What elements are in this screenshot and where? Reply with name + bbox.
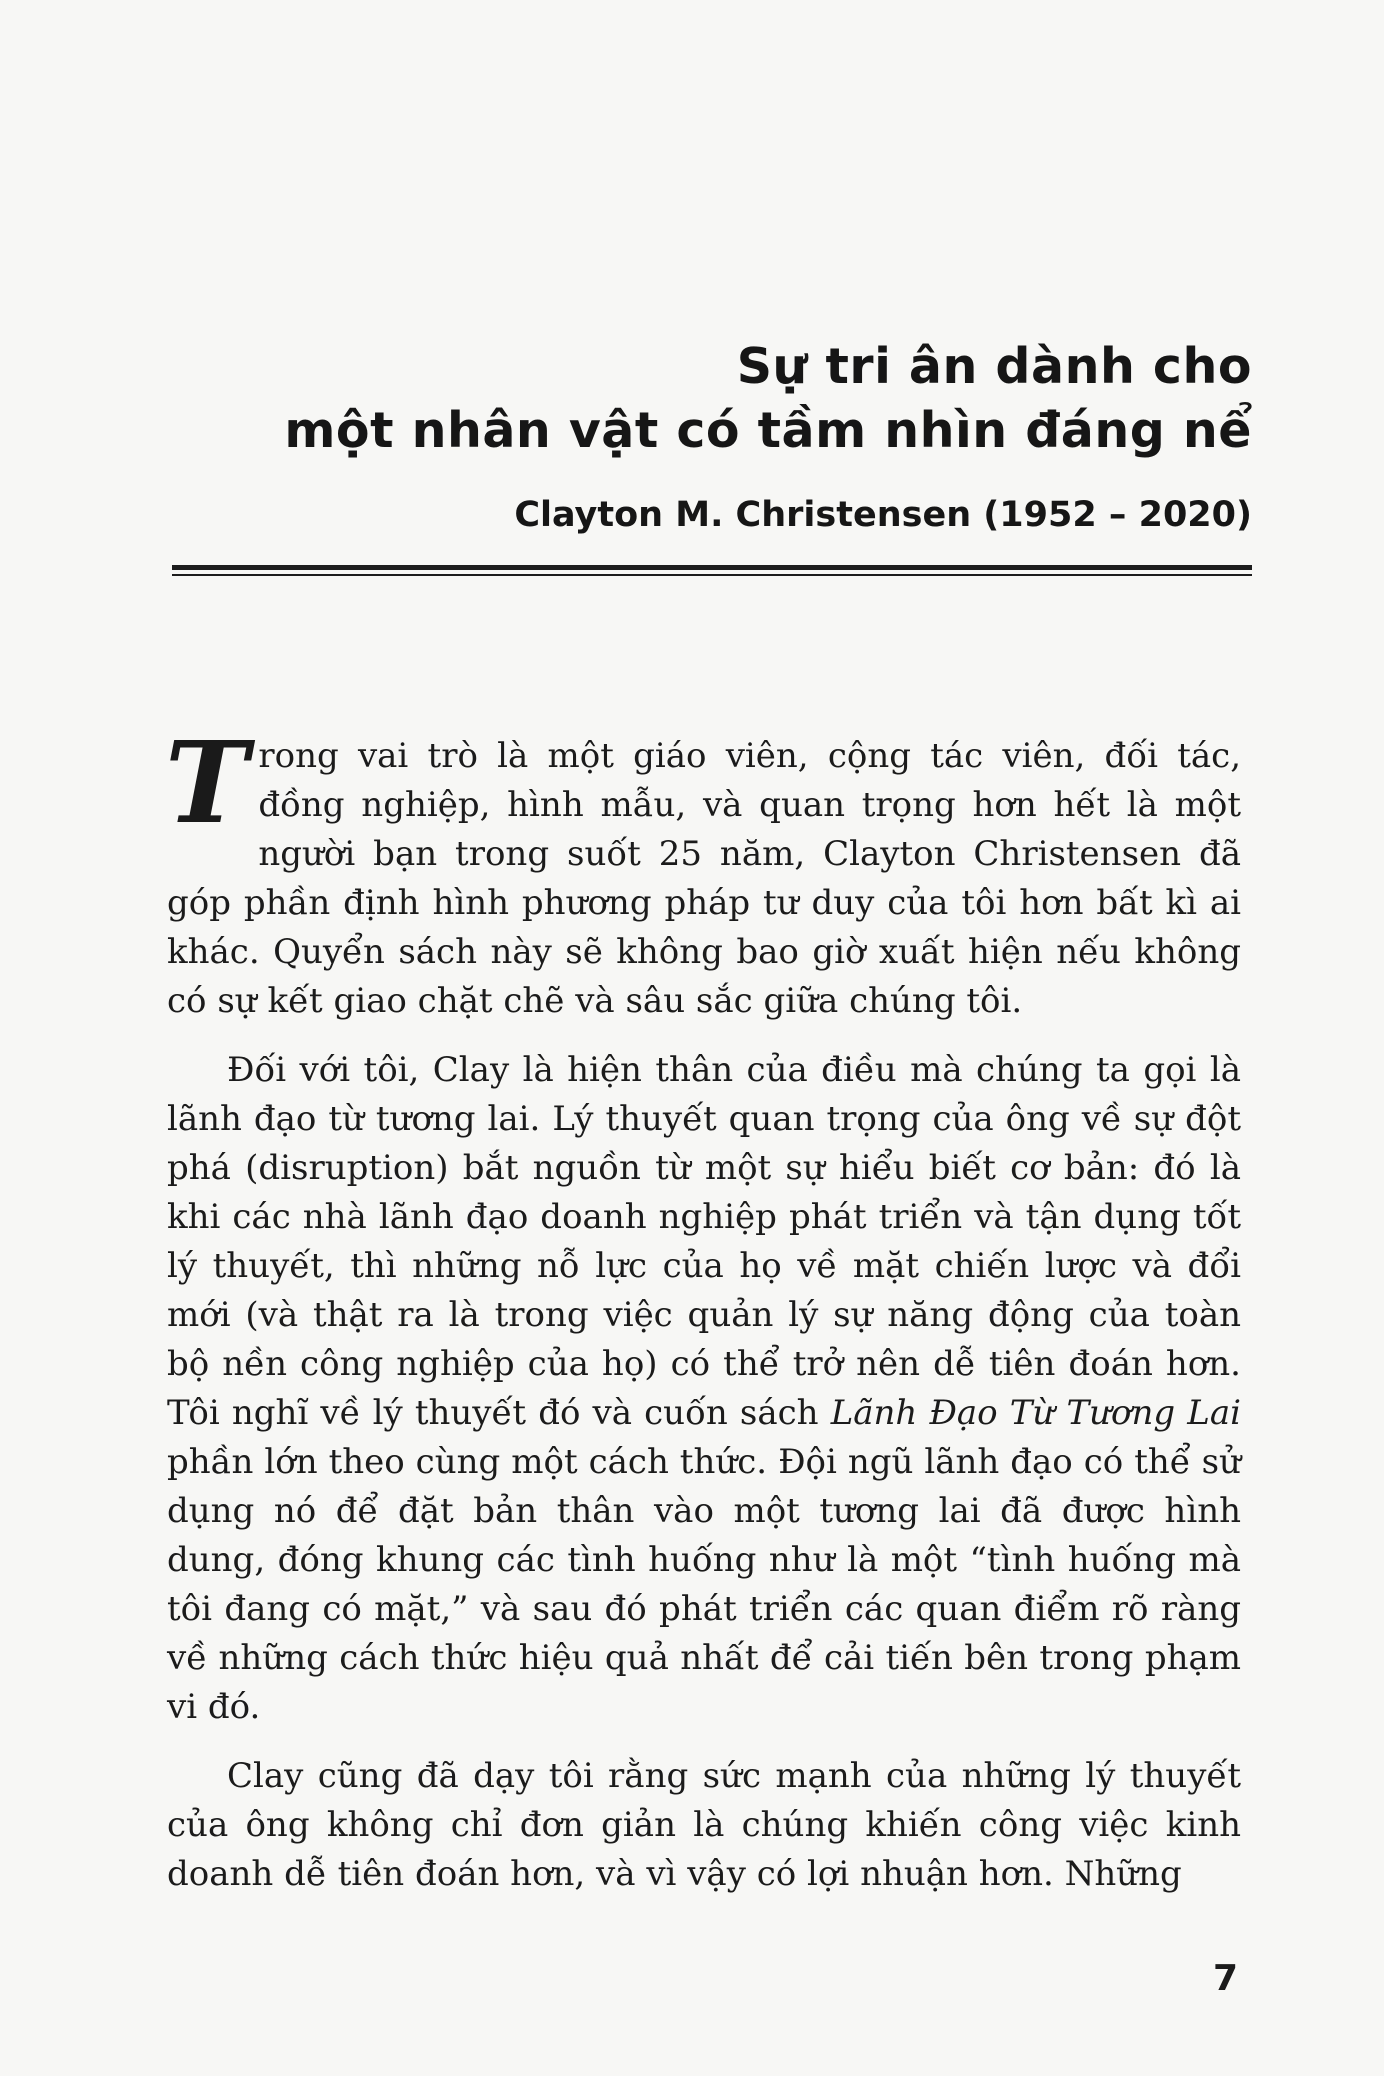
paragraph-3: Clay cũng đã dạy tôi rằng sức mạnh của những lý thuyết của ông không chỉ đơn giản là chúng khiến công việc kinh doanh dễ tiên đoán hơn, và vì vậy có lợi nhuận hơn. Những bbox=[167, 1756, 1241, 1894]
divider-thin-line bbox=[172, 574, 1252, 576]
page-number: 7 bbox=[1212, 1958, 1238, 1999]
dedication-subtitle: Clayton M. Christensen (1952 – 2020) bbox=[514, 495, 1252, 535]
paragraph-2-text-b: phần lớn theo cùng một cách thức. Đội ngũ lãnh đạo có thể sử dụng nó để đặt bản thân vào một tương lai đã được hình dung, đóng khung các tình huống như là một “tình huống mà tôi đang có mặt,” và sau đó phát triển các quan điểm rõ ràng về những cách thức hiệu quả nhất để cải tiến bên trong phạm vi đó. bbox=[167, 1442, 1241, 1727]
dedication-heading bbox=[152, 335, 1252, 537]
heading-divider bbox=[172, 565, 1252, 576]
paragraph-1 bbox=[165, 718, 1241, 1026]
drop-cap: T bbox=[165, 718, 249, 849]
paragraph-2-text-a: Đối với tôi, Clay là hiện thân của điều mà chúng ta gọi là lãnh đạo từ tương lai. Lý thuyết quan trọng của ông về sự đột phá (disruption) bắt nguồn từ một sự hiểu biết cơ bản: đó là khi các nhà lãnh đạo doanh nghiệp phát triển và tận dụng tốt lý thuyết, thì những nỗ lực của họ về mặt chiến lược và đổi mới (và thật ra là trong việc quản lý sự năng động của toàn bộ nền công nghiệp của họ) có thể trở nên dễ tiên đoán hơn. Tôi nghĩ về lý thuyết đó và cuốn sách bbox=[167, 1050, 1241, 1433]
title-line-2: một nhân vật có tầm nhìn đáng nể bbox=[284, 402, 1252, 459]
title-line-1: Sự tri ân dành cho bbox=[736, 338, 1252, 395]
book-title-italic: Lãnh Đạo Từ Tương Lai bbox=[830, 1393, 1241, 1433]
paragraph-1-text: rong vai trò là một giáo viên, cộng tác viên, đối tác, đồng nghiệp, hình mẫu, và quan trọng hơn hết là một người bạn trong suốt 25 năm, Clayton Christensen đã góp phần định hình phương pháp tư duy của tôi hơn bất kì ai khác. Quyển sách này sẽ không bao giờ xuất hiện nếu không có sự kết giao chặt chẽ và sâu sắc giữa chúng tôi. bbox=[167, 736, 1241, 1021]
body-text bbox=[165, 718, 1241, 1919]
paragraph-2 bbox=[167, 1046, 1241, 1732]
divider-thick-line bbox=[172, 565, 1252, 570]
